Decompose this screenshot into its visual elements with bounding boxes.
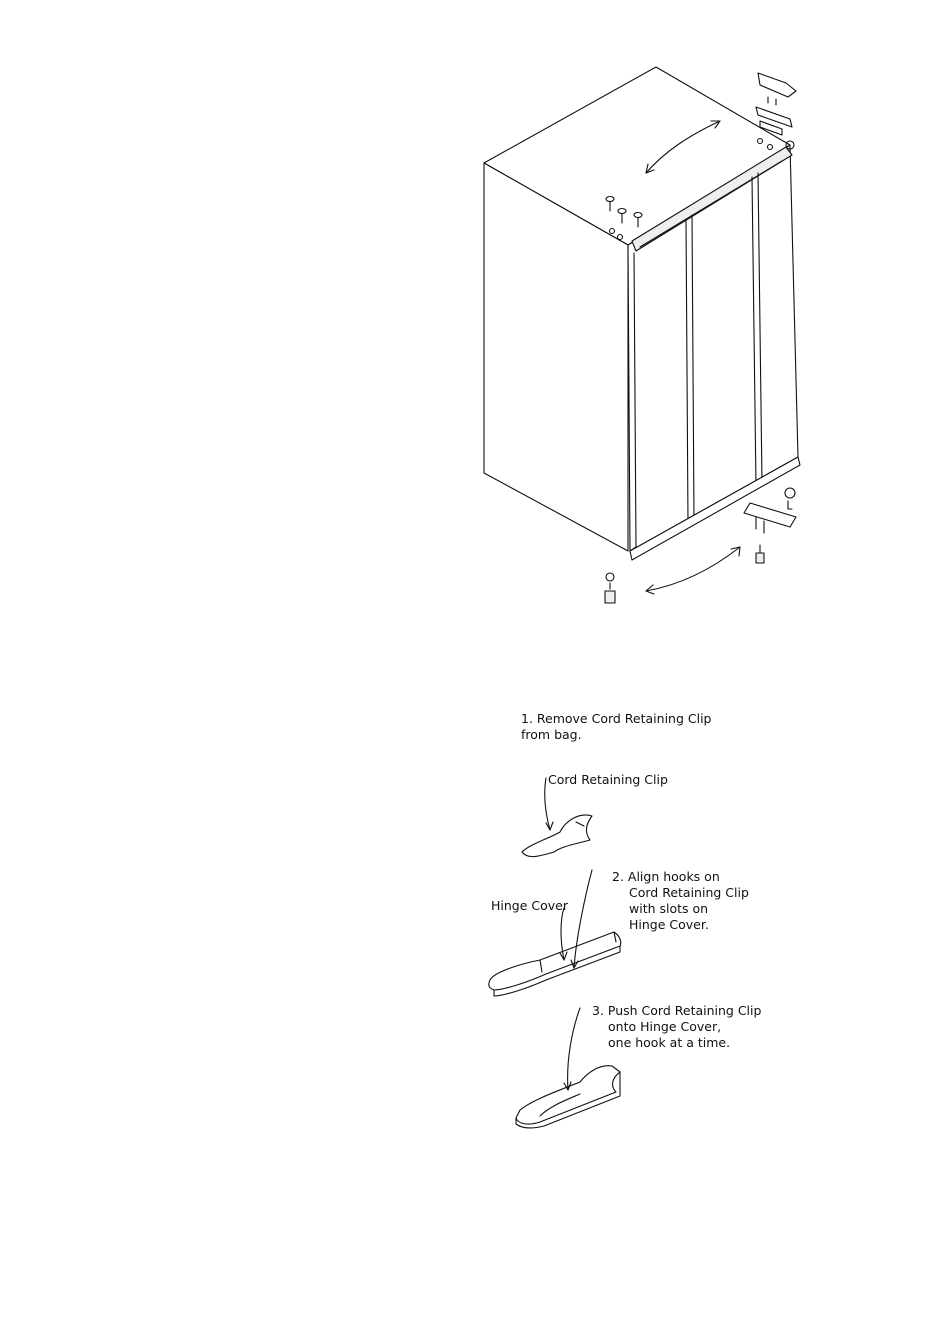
clip-hinge-illustration bbox=[480, 760, 660, 1140]
step2-line1: 2. Align hooks on bbox=[612, 869, 720, 884]
step3-line3: one hook at a time. bbox=[608, 1035, 731, 1050]
step1-line1: 1. Remove Cord Retaining Clip bbox=[521, 711, 712, 726]
step3-line1: 3. Push Cord Retaining Clip bbox=[592, 1003, 762, 1018]
refrigerator-illustration bbox=[460, 55, 820, 615]
step2-line2: Cord Retaining Clip bbox=[629, 885, 749, 900]
step3-line2: onto Hinge Cover, bbox=[608, 1019, 722, 1034]
label-hinge-cover: Hinge Cover bbox=[491, 898, 568, 913]
step2-line3: with slots on bbox=[629, 901, 709, 916]
label-cord-retaining-clip: Cord Retaining Clip bbox=[548, 772, 668, 787]
step1-line2: from bag. bbox=[521, 727, 582, 742]
step2-line4: Hinge Cover. bbox=[629, 917, 709, 932]
